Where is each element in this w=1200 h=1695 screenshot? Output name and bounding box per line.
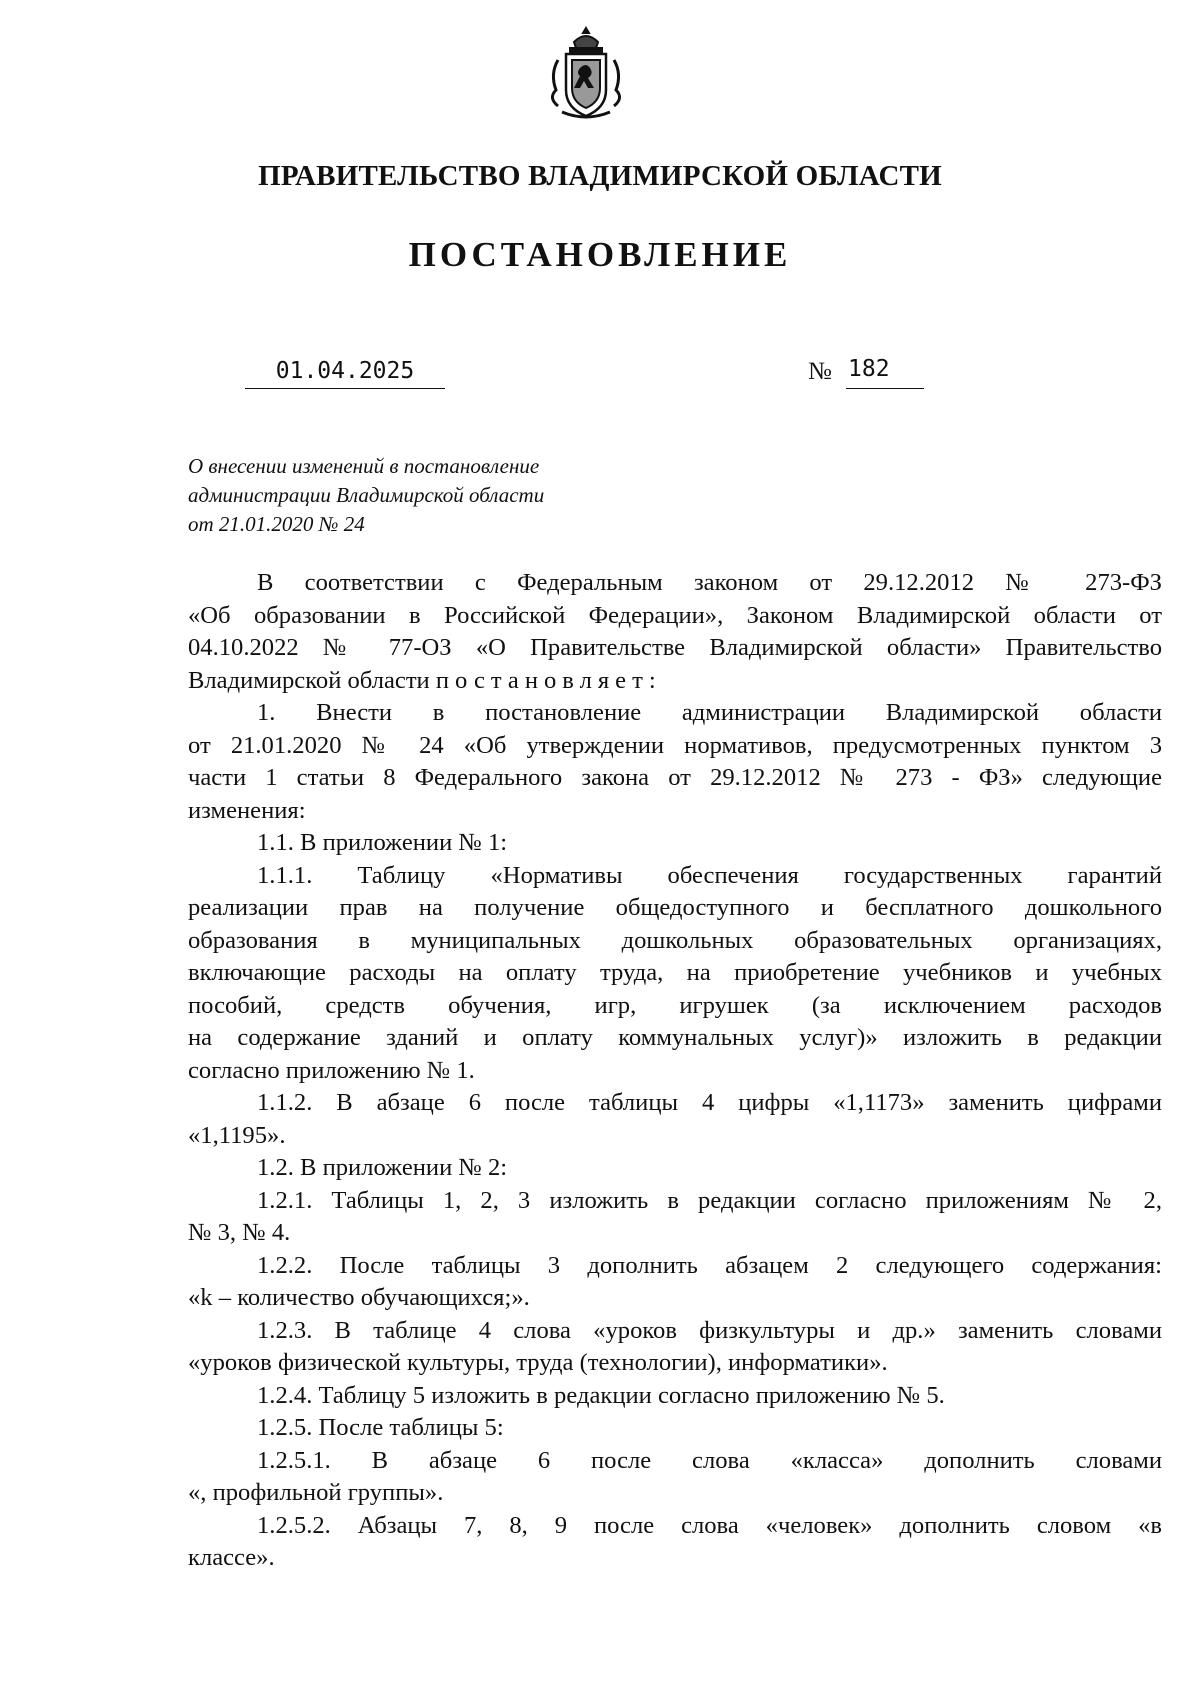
body-line: на содержание зданий и оплату коммунальных услуг)» изложить в редакции	[188, 1024, 1162, 1051]
body-line: 1. Внести в постановление администрации Владимирской области	[257, 699, 1162, 726]
subject-line: О внесении изменений в постановление	[188, 454, 540, 478]
body-line: 1.2. В приложении № 2:	[257, 1154, 508, 1181]
body-line: «, профильной группы».	[188, 1479, 444, 1506]
body-line: классе».	[188, 1544, 275, 1571]
document-date: 01.04.2025	[275, 358, 415, 384]
document-subject	[188, 452, 638, 539]
body-line: «k – количество обучающихся;».	[188, 1284, 530, 1311]
body-line: от 21.01.2020 № 24 «Об утверждении нормативов, предусмотренных пунктом 3	[188, 731, 1162, 759]
body-line: 1.2.5.2. Абзацы 7, 8, 9 после слова «человек» дополнить словом «в	[257, 1511, 1162, 1539]
body-line: части 1 статьи 8 Федерального закона от 29.12.2012 № 273 - ФЗ» следующие	[188, 764, 1162, 791]
body-line: включающие расходы на оплату труда, на приобретение учебников и учебных	[188, 959, 1162, 986]
body-text: Владимирской области	[188, 666, 436, 694]
body-line: 1.2.4. Таблицу 5 изложить в редакции согласно приложению № 5.	[257, 1381, 945, 1409]
body-line: «Об образовании в Российской Федерации», Законом Владимирской области от	[188, 601, 1162, 629]
coat-of-arms-emblem	[536, 24, 636, 124]
subject-line: от 21.01.2020 № 24	[188, 512, 365, 536]
body-line: 1.2.5. После таблицы 5:	[257, 1414, 504, 1441]
date-underline	[245, 388, 445, 389]
body-line: 1.1. В приложении № 1:	[257, 829, 508, 856]
body-line: изменения:	[188, 796, 306, 824]
body-line: образования в муниципальных дошкольных образовательных организациях,	[188, 926, 1162, 954]
body-line: пособий, средств обучения, игр, игрушек (за исключением расходов	[188, 991, 1162, 1019]
body-line: № 3, № 4.	[188, 1219, 291, 1246]
number-underline	[846, 388, 924, 389]
document-type-title: ПОСТАНОВЛЕНИЕ	[408, 235, 792, 274]
body-line: 1.1.2. В абзаце 6 после таблицы 4 цифры «1,1173» заменить цифрами	[257, 1089, 1162, 1116]
body-line	[188, 665, 1162, 698]
resolves-word: постановляет:	[435, 666, 662, 694]
body-line: согласно приложению № 1.	[188, 1056, 475, 1084]
number-sign: №	[808, 358, 832, 385]
body-line: реализации прав на получение общедоступного и бесплатного дошкольного	[188, 894, 1162, 921]
body-line: 1.2.5.1. В абзаце 6 после слова «класса» дополнить словами	[257, 1446, 1162, 1474]
body-line: 1.2.3. В таблице 4 слова «уроков физкультуры и др.» заменить словами	[257, 1316, 1162, 1344]
organization-name: ПРАВИТЕЛЬСТВО ВЛАДИМИРСКОЙ ОБЛАСТИ	[258, 160, 942, 192]
body-line: «1,1195».	[188, 1121, 286, 1149]
body-line: 1.1.1. Таблицу «Нормативы обеспечения государственных гарантий	[257, 861, 1162, 889]
body-line: 1.2.1. Таблицы 1, 2, 3 изложить в редакции согласно приложениям № 2,	[257, 1186, 1162, 1214]
body-line: 04.10.2022 № 77-ОЗ «О Правительстве Владимирской области» Правительство	[188, 634, 1162, 661]
document-number: 182	[848, 356, 890, 382]
body-line: 1.2.2. После таблицы 3 дополнить абзацем 2 следующего содержания:	[257, 1251, 1162, 1279]
body-line: В соответствии с Федеральным законом от 29.12.2012 № 273-ФЗ	[257, 569, 1162, 596]
document-body	[188, 567, 1162, 1575]
subject-line: администрации Владимирской области	[188, 483, 545, 507]
body-line: «уроков физической культуры, труда (технологии), информатики».	[188, 1349, 888, 1376]
